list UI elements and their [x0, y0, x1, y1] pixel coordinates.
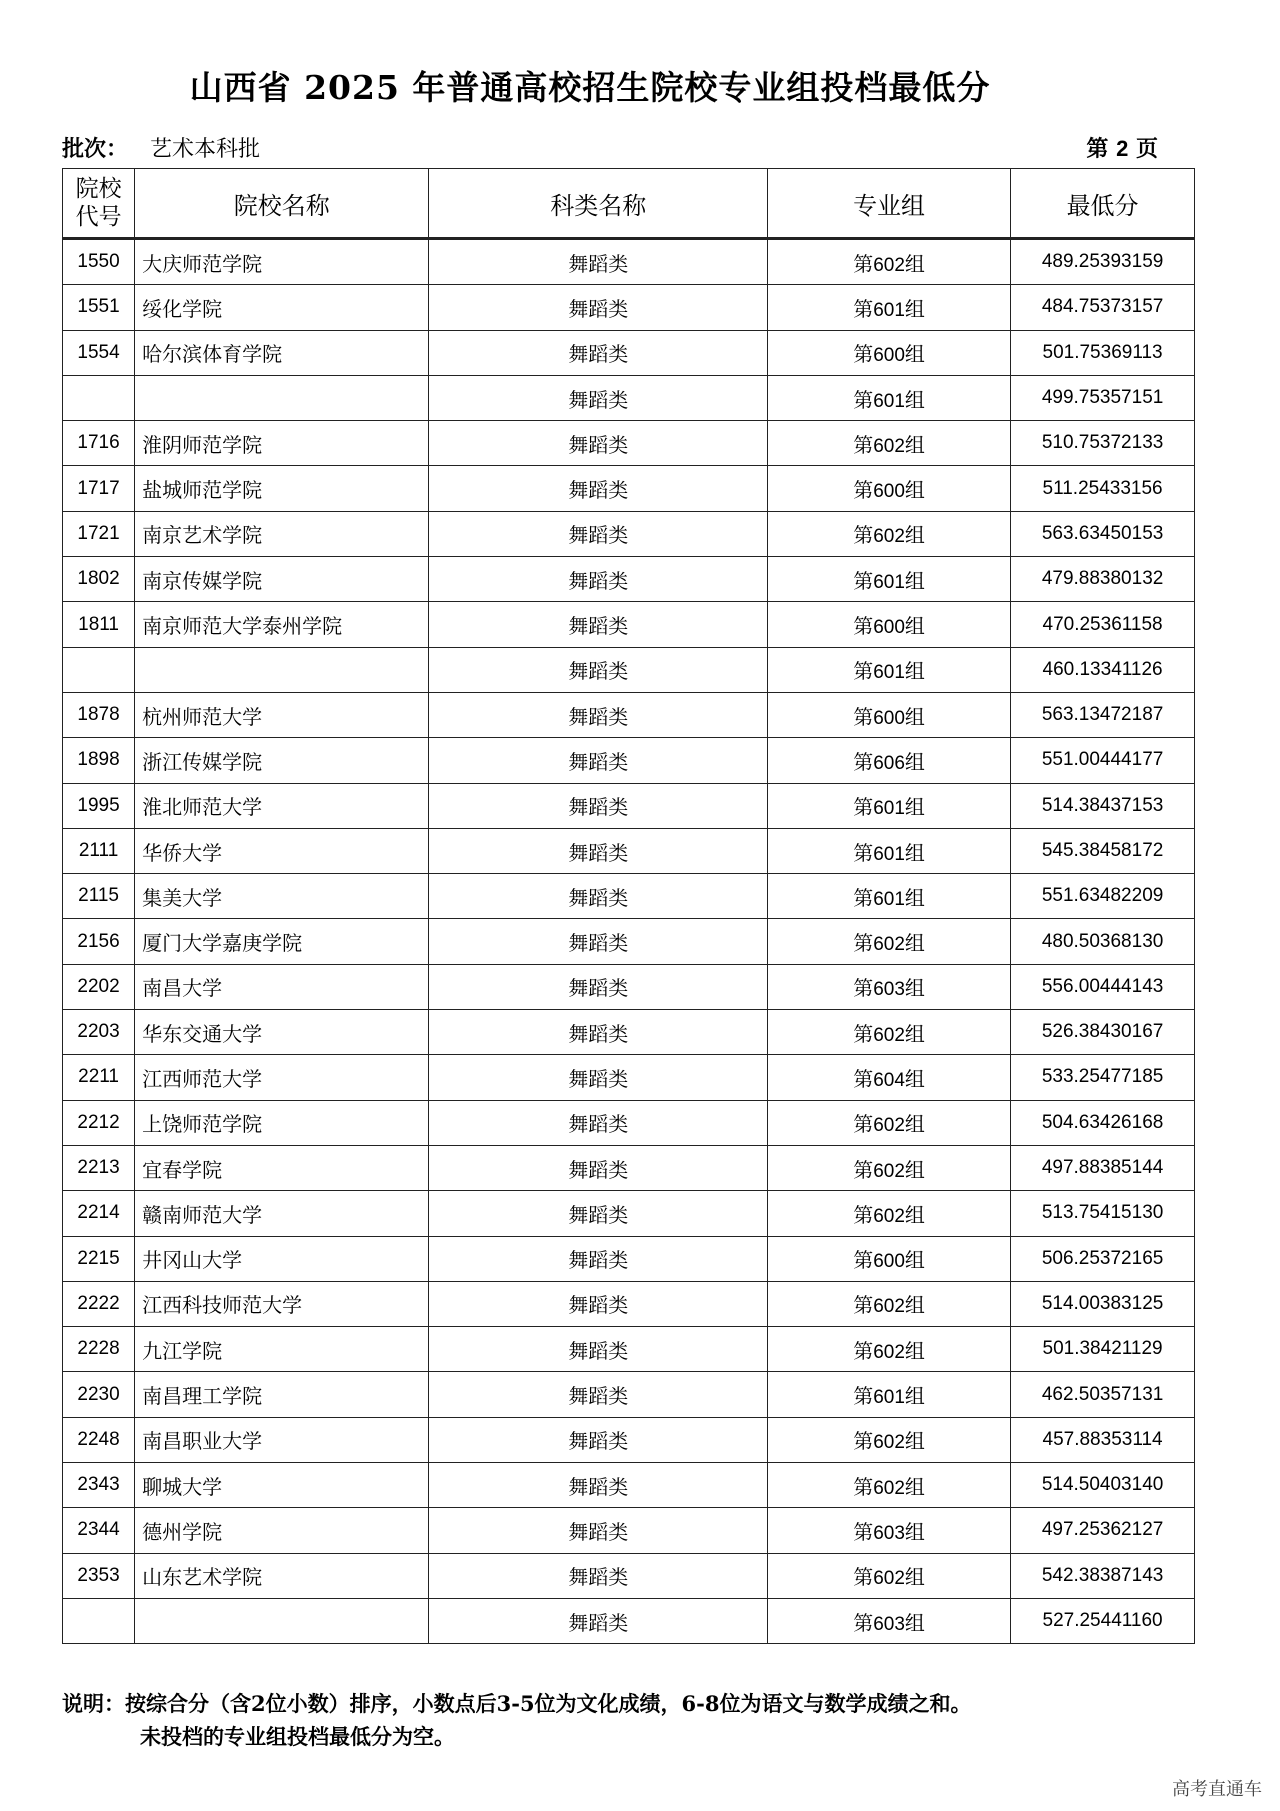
school-name: 井冈山大学 — [135, 1236, 429, 1281]
min-score: 479.88380132 — [1011, 557, 1195, 602]
school-code — [63, 647, 135, 692]
major-group-number: 603 — [873, 1522, 905, 1544]
major-group: 第600组 — [768, 466, 1011, 511]
table-row — [63, 964, 1195, 1009]
table-row — [63, 1463, 1195, 1508]
min-score: 556.00444143 — [1011, 964, 1195, 1009]
min-score: 563.63450153 — [1011, 511, 1195, 556]
min-score: 542.38387143 — [1011, 1553, 1195, 1598]
school-code: 2211 — [63, 1055, 135, 1100]
school-name — [135, 1598, 429, 1643]
major-group-number: 604 — [873, 1069, 905, 1091]
major-group-number: 602 — [873, 1568, 905, 1590]
category-name: 舞蹈类 — [429, 466, 768, 511]
min-score: 484.75373157 — [1011, 285, 1195, 330]
category-name: 舞蹈类 — [429, 1508, 768, 1553]
table-header-row — [63, 169, 1195, 239]
major-group-number: 601 — [873, 888, 905, 910]
school-code: 1898 — [63, 738, 135, 783]
major-group: 第602组 — [768, 1191, 1011, 1236]
school-name: 山东艺术学院 — [135, 1553, 429, 1598]
major-group: 第602组 — [768, 1327, 1011, 1372]
table-row — [63, 1236, 1195, 1281]
school-code: 2202 — [63, 964, 135, 1009]
batch-label: 批次： — [62, 136, 129, 162]
batch-value: 艺术本科批 — [150, 137, 261, 162]
min-score: 462.50357131 — [1011, 1372, 1195, 1417]
table-row — [63, 1598, 1195, 1643]
header-category: 科类名称 — [429, 169, 768, 239]
school-name: 集美大学 — [135, 874, 429, 919]
category-name: 舞蹈类 — [429, 738, 768, 783]
category-name: 舞蹈类 — [429, 1145, 768, 1190]
major-group: 第606组 — [768, 738, 1011, 783]
major-group: 第601组 — [768, 874, 1011, 919]
major-group-number: 602 — [873, 1341, 905, 1363]
major-group-number: 602 — [873, 1115, 905, 1137]
school-name: 宜春学院 — [135, 1145, 429, 1190]
category-name: 舞蹈类 — [429, 330, 768, 375]
school-code: 2156 — [63, 919, 135, 964]
school-code: 2214 — [63, 1191, 135, 1236]
table-row — [63, 1145, 1195, 1190]
table-row — [63, 783, 1195, 828]
major-group: 第603组 — [768, 1598, 1011, 1643]
major-group-number: 606 — [873, 752, 905, 774]
page-number: 第 2 页 — [1086, 136, 1158, 162]
table-row — [63, 1553, 1195, 1598]
school-code: 2353 — [63, 1553, 135, 1598]
school-code: 1716 — [63, 421, 135, 466]
major-group: 第601组 — [768, 285, 1011, 330]
page-number-value: 2 — [1116, 136, 1129, 161]
major-group-number: 600 — [873, 617, 905, 639]
major-group: 第602组 — [768, 1553, 1011, 1598]
table-row — [63, 874, 1195, 919]
min-score: 514.00383125 — [1011, 1281, 1195, 1326]
header-school-name: 院校名称 — [135, 169, 429, 239]
table-body — [63, 239, 1195, 1644]
major-group: 第602组 — [768, 1417, 1011, 1462]
school-name — [135, 375, 429, 420]
category-name: 舞蹈类 — [429, 1236, 768, 1281]
school-code — [63, 1598, 135, 1643]
table-row — [63, 557, 1195, 602]
school-code: 2228 — [63, 1327, 135, 1372]
category-name: 舞蹈类 — [429, 285, 768, 330]
table-row — [63, 828, 1195, 873]
major-group-number: 602 — [873, 1432, 905, 1454]
table-row — [63, 1508, 1195, 1553]
major-group: 第604组 — [768, 1055, 1011, 1100]
header-school-code: 院校 代号 — [63, 169, 135, 239]
min-score: 511.25433156 — [1011, 466, 1195, 511]
school-name: 大庆师范学院 — [135, 239, 429, 285]
category-name: 舞蹈类 — [429, 1191, 768, 1236]
major-group: 第600组 — [768, 692, 1011, 737]
school-name: 九江学院 — [135, 1327, 429, 1372]
school-name: 华东交通大学 — [135, 1010, 429, 1055]
school-code: 2248 — [63, 1417, 135, 1462]
major-group: 第601组 — [768, 783, 1011, 828]
school-name: 淮阴师范学院 — [135, 421, 429, 466]
table-row — [63, 1191, 1195, 1236]
min-score: 563.13472187 — [1011, 692, 1195, 737]
school-code: 2203 — [63, 1010, 135, 1055]
category-name: 舞蹈类 — [429, 239, 768, 285]
major-group: 第601组 — [768, 375, 1011, 420]
school-name: 绥化学院 — [135, 285, 429, 330]
school-code: 2230 — [63, 1372, 135, 1417]
category-name: 舞蹈类 — [429, 964, 768, 1009]
school-code: 2215 — [63, 1236, 135, 1281]
major-group: 第603组 — [768, 1508, 1011, 1553]
min-score: 514.50403140 — [1011, 1463, 1195, 1508]
school-code: 1551 — [63, 285, 135, 330]
table-row — [63, 1100, 1195, 1145]
school-name: 盐城师范学院 — [135, 466, 429, 511]
category-name: 舞蹈类 — [429, 1055, 768, 1100]
min-score: 514.38437153 — [1011, 783, 1195, 828]
major-group: 第602组 — [768, 1463, 1011, 1508]
min-score: 501.75369113 — [1011, 330, 1195, 375]
category-name: 舞蹈类 — [429, 1010, 768, 1055]
school-name: 德州学院 — [135, 1508, 429, 1553]
major-group-number: 600 — [873, 707, 905, 729]
min-score: 526.38430167 — [1011, 1010, 1195, 1055]
min-score: 545.38458172 — [1011, 828, 1195, 873]
min-score: 499.75357151 — [1011, 375, 1195, 420]
min-score: 480.50368130 — [1011, 919, 1195, 964]
major-group-number: 602 — [873, 1477, 905, 1499]
table-row — [63, 1372, 1195, 1417]
school-name: 聊城大学 — [135, 1463, 429, 1508]
header-group: 专业组 — [768, 169, 1011, 239]
footnote-line-2: 未投档的专业组投档最低分为空。 — [140, 1724, 455, 1749]
major-group: 第602组 — [768, 239, 1011, 285]
major-group-number: 601 — [873, 299, 905, 321]
category-name: 舞蹈类 — [429, 375, 768, 420]
category-name: 舞蹈类 — [429, 1281, 768, 1326]
major-group-number: 601 — [873, 1387, 905, 1409]
category-name: 舞蹈类 — [429, 557, 768, 602]
school-code: 2111 — [63, 828, 135, 873]
major-group-number: 602 — [873, 254, 905, 276]
category-name: 舞蹈类 — [429, 1598, 768, 1643]
school-name: 哈尔滨体育学院 — [135, 330, 429, 375]
major-group: 第601组 — [768, 557, 1011, 602]
category-name: 舞蹈类 — [429, 1372, 768, 1417]
major-group: 第601组 — [768, 1372, 1011, 1417]
admission-score-table — [62, 168, 1195, 1644]
min-score: 497.88385144 — [1011, 1145, 1195, 1190]
school-name: 赣南师范大学 — [135, 1191, 429, 1236]
school-name: 南昌大学 — [135, 964, 429, 1009]
category-name: 舞蹈类 — [429, 1100, 768, 1145]
school-name: 淮北师范大学 — [135, 783, 429, 828]
school-code: 2222 — [63, 1281, 135, 1326]
major-group-number: 603 — [873, 1613, 905, 1635]
major-group-number: 601 — [873, 390, 905, 412]
major-group: 第600组 — [768, 330, 1011, 375]
category-name: 舞蹈类 — [429, 647, 768, 692]
major-group-number: 602 — [873, 1024, 905, 1046]
major-group: 第602组 — [768, 919, 1011, 964]
school-code: 1717 — [63, 466, 135, 511]
category-name: 舞蹈类 — [429, 692, 768, 737]
school-code: 2213 — [63, 1145, 135, 1190]
table-row — [63, 1010, 1195, 1055]
school-name: 华侨大学 — [135, 828, 429, 873]
category-name: 舞蹈类 — [429, 874, 768, 919]
table-row — [63, 239, 1195, 285]
major-group-number: 601 — [873, 662, 905, 684]
category-name: 舞蹈类 — [429, 511, 768, 556]
category-name: 舞蹈类 — [429, 1553, 768, 1598]
major-group-number: 601 — [873, 798, 905, 820]
header-meta — [62, 132, 1158, 166]
table-row — [63, 738, 1195, 783]
school-code — [63, 375, 135, 420]
table-row — [63, 1055, 1195, 1100]
school-name: 南京传媒学院 — [135, 557, 429, 602]
school-code: 1878 — [63, 692, 135, 737]
header-min-score: 最低分 — [1011, 169, 1195, 239]
major-group: 第603组 — [768, 964, 1011, 1009]
category-name: 舞蹈类 — [429, 783, 768, 828]
min-score: 460.13341126 — [1011, 647, 1195, 692]
table-row — [63, 466, 1195, 511]
school-code: 1550 — [63, 239, 135, 285]
school-name: 南昌理工学院 — [135, 1372, 429, 1417]
school-code: 1554 — [63, 330, 135, 375]
major-group-number: 602 — [873, 934, 905, 956]
min-score: 470.25361158 — [1011, 602, 1195, 647]
category-name: 舞蹈类 — [429, 1463, 768, 1508]
major-group: 第602组 — [768, 1010, 1011, 1055]
table-row — [63, 375, 1195, 420]
major-group: 第601组 — [768, 828, 1011, 873]
min-score: 527.25441160 — [1011, 1598, 1195, 1643]
category-name: 舞蹈类 — [429, 602, 768, 647]
major-group-number: 603 — [873, 979, 905, 1001]
school-code: 2212 — [63, 1100, 135, 1145]
major-group: 第602组 — [768, 511, 1011, 556]
category-name: 舞蹈类 — [429, 919, 768, 964]
major-group-number: 600 — [873, 481, 905, 503]
min-score: 457.88353114 — [1011, 1417, 1195, 1462]
major-group-number: 600 — [873, 1251, 905, 1273]
major-group-number: 601 — [873, 571, 905, 593]
category-name: 舞蹈类 — [429, 421, 768, 466]
min-score: 551.63482209 — [1011, 874, 1195, 919]
school-code: 2115 — [63, 874, 135, 919]
min-score: 551.00444177 — [1011, 738, 1195, 783]
school-name: 南京艺术学院 — [135, 511, 429, 556]
min-score: 506.25372165 — [1011, 1236, 1195, 1281]
footnote-line-1: 说明：按综合分（含2位小数）排序，小数点后3-5位为文化成绩，6-8位为语文与数学成绩之和。 — [62, 1691, 972, 1716]
major-group-number: 600 — [873, 345, 905, 367]
min-score: 513.75415130 — [1011, 1191, 1195, 1236]
min-score: 510.75372133 — [1011, 421, 1195, 466]
school-name: 南京师范大学泰州学院 — [135, 602, 429, 647]
school-code: 1721 — [63, 511, 135, 556]
major-group-number: 602 — [873, 1296, 905, 1318]
major-group-number: 602 — [873, 435, 905, 457]
table-row — [63, 647, 1195, 692]
school-name: 江西师范大学 — [135, 1055, 429, 1100]
major-group: 第602组 — [768, 1281, 1011, 1326]
table-row — [63, 421, 1195, 466]
table-row — [63, 285, 1195, 330]
min-score: 533.25477185 — [1011, 1055, 1195, 1100]
category-name: 舞蹈类 — [429, 1327, 768, 1372]
watermark: 高考直通车 — [1172, 1779, 1262, 1800]
school-name: 上饶师范学院 — [135, 1100, 429, 1145]
table-row — [63, 602, 1195, 647]
major-group: 第602组 — [768, 1100, 1011, 1145]
min-score: 504.63426168 — [1011, 1100, 1195, 1145]
major-group: 第602组 — [768, 421, 1011, 466]
school-name: 江西科技师范大学 — [135, 1281, 429, 1326]
school-name: 厦门大学嘉庚学院 — [135, 919, 429, 964]
footnote — [62, 1687, 1192, 1753]
table-row — [63, 1281, 1195, 1326]
major-group: 第602组 — [768, 1145, 1011, 1190]
table-row — [63, 1417, 1195, 1462]
school-name — [135, 647, 429, 692]
major-group-number: 602 — [873, 526, 905, 548]
page-title: 山西省 2025 年普通高校招生院校专业组投档最低分 — [189, 68, 991, 107]
school-name: 南昌职业大学 — [135, 1417, 429, 1462]
table-row — [63, 511, 1195, 556]
category-name: 舞蹈类 — [429, 828, 768, 873]
table-row — [63, 330, 1195, 375]
min-score: 497.25362127 — [1011, 1508, 1195, 1553]
major-group: 第600组 — [768, 602, 1011, 647]
major-group-number: 601 — [873, 843, 905, 865]
school-name: 浙江传媒学院 — [135, 738, 429, 783]
major-group-number: 602 — [873, 1205, 905, 1227]
major-group: 第600组 — [768, 1236, 1011, 1281]
table-row — [63, 1327, 1195, 1372]
category-name: 舞蹈类 — [429, 1417, 768, 1462]
major-group-number: 602 — [873, 1160, 905, 1182]
major-group: 第601组 — [768, 647, 1011, 692]
table-row — [63, 692, 1195, 737]
min-score: 501.38421129 — [1011, 1327, 1195, 1372]
school-code: 2344 — [63, 1508, 135, 1553]
school-code: 1811 — [63, 602, 135, 647]
table-row — [63, 919, 1195, 964]
school-name: 杭州师范大学 — [135, 692, 429, 737]
school-code: 1802 — [63, 557, 135, 602]
min-score: 489.25393159 — [1011, 239, 1195, 285]
school-code: 2343 — [63, 1463, 135, 1508]
school-code: 1995 — [63, 783, 135, 828]
